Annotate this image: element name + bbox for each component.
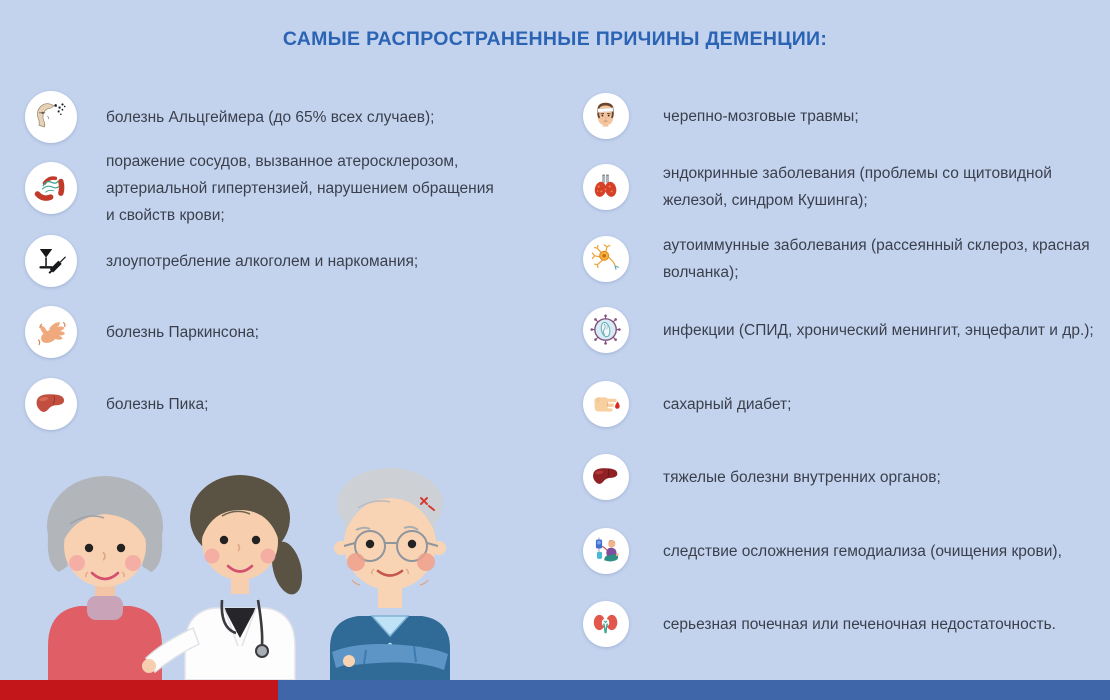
cause-text: инфекции (СПИД, хронический менингит, энцефалит и др.); <box>663 321 1094 339</box>
cause-text: поражение сосудов, вызванное атеросклерозом, артериальной гипертензией, нарушением обращения и свойств крови; <box>106 152 494 224</box>
cause-text: тяжелые болезни внутренних органов; <box>663 468 941 486</box>
cause-text: болезнь Пика; <box>106 395 209 413</box>
cause-text: эндокринные заболевания (проблемы со щитовидной железой, синдром Кушинга); <box>663 165 1052 209</box>
internal-organs-liver-icon <box>583 454 629 500</box>
cause-row <box>25 235 418 287</box>
alzheimer-icon <box>25 91 77 143</box>
cause-text: следствие осложнения гемодиализа (очищения крови), <box>663 542 1062 560</box>
cause-text: злоупотребление алкоголем и наркомания; <box>106 252 419 270</box>
cause-row <box>583 601 1056 647</box>
elderly-woman <box>47 476 163 680</box>
head-injury-icon <box>583 93 629 139</box>
cause-text: болезнь Паркинсона; <box>106 323 259 341</box>
page-title: САМЫЕ РАСПРОСТРАНЕННЫЕ ПРИЧИНЫ ДЕМЕНЦИИ: <box>282 28 828 50</box>
cause-row <box>583 381 791 427</box>
cause-row <box>25 378 208 430</box>
blood-vessels-icon <box>25 162 77 214</box>
parkinson-hand-icon <box>25 306 77 358</box>
thyroid-icon <box>583 164 629 210</box>
cause-row <box>25 306 259 358</box>
cause-row <box>583 93 859 139</box>
cause-row <box>583 454 941 500</box>
cause-row <box>583 236 1103 282</box>
cause-text: серьезная почечная или печеночная недостаточность. <box>663 615 1056 633</box>
diabetes-icon <box>583 381 629 427</box>
cause-text: сахарный диабет; <box>663 395 792 413</box>
bottom-bar-blue <box>278 680 1110 700</box>
alcohol-drugs-icon <box>25 235 77 287</box>
cause-text: черепно-мозговые травмы; <box>663 107 859 125</box>
cause-text: болезнь Альцгеймера (до 65% всех случаев); <box>106 108 435 126</box>
kidneys-icon <box>583 601 629 647</box>
bottom-bar-red <box>0 680 278 700</box>
cause-row <box>583 164 1063 210</box>
cause-text: аутоиммунные заболевания (рассеянный склероз, красная волчанка); <box>663 237 1090 281</box>
cause-row <box>25 152 506 224</box>
female-doctor <box>142 475 307 680</box>
cause-row <box>25 91 434 143</box>
cause-row <box>583 307 1094 353</box>
virus-icon <box>583 307 629 353</box>
cause-row <box>583 528 1062 574</box>
elderly-man <box>330 468 450 680</box>
hemodialysis-icon <box>583 528 629 574</box>
neuron-icon <box>583 236 629 282</box>
people-illustration <box>0 440 470 680</box>
pick-liver-icon <box>25 378 77 430</box>
